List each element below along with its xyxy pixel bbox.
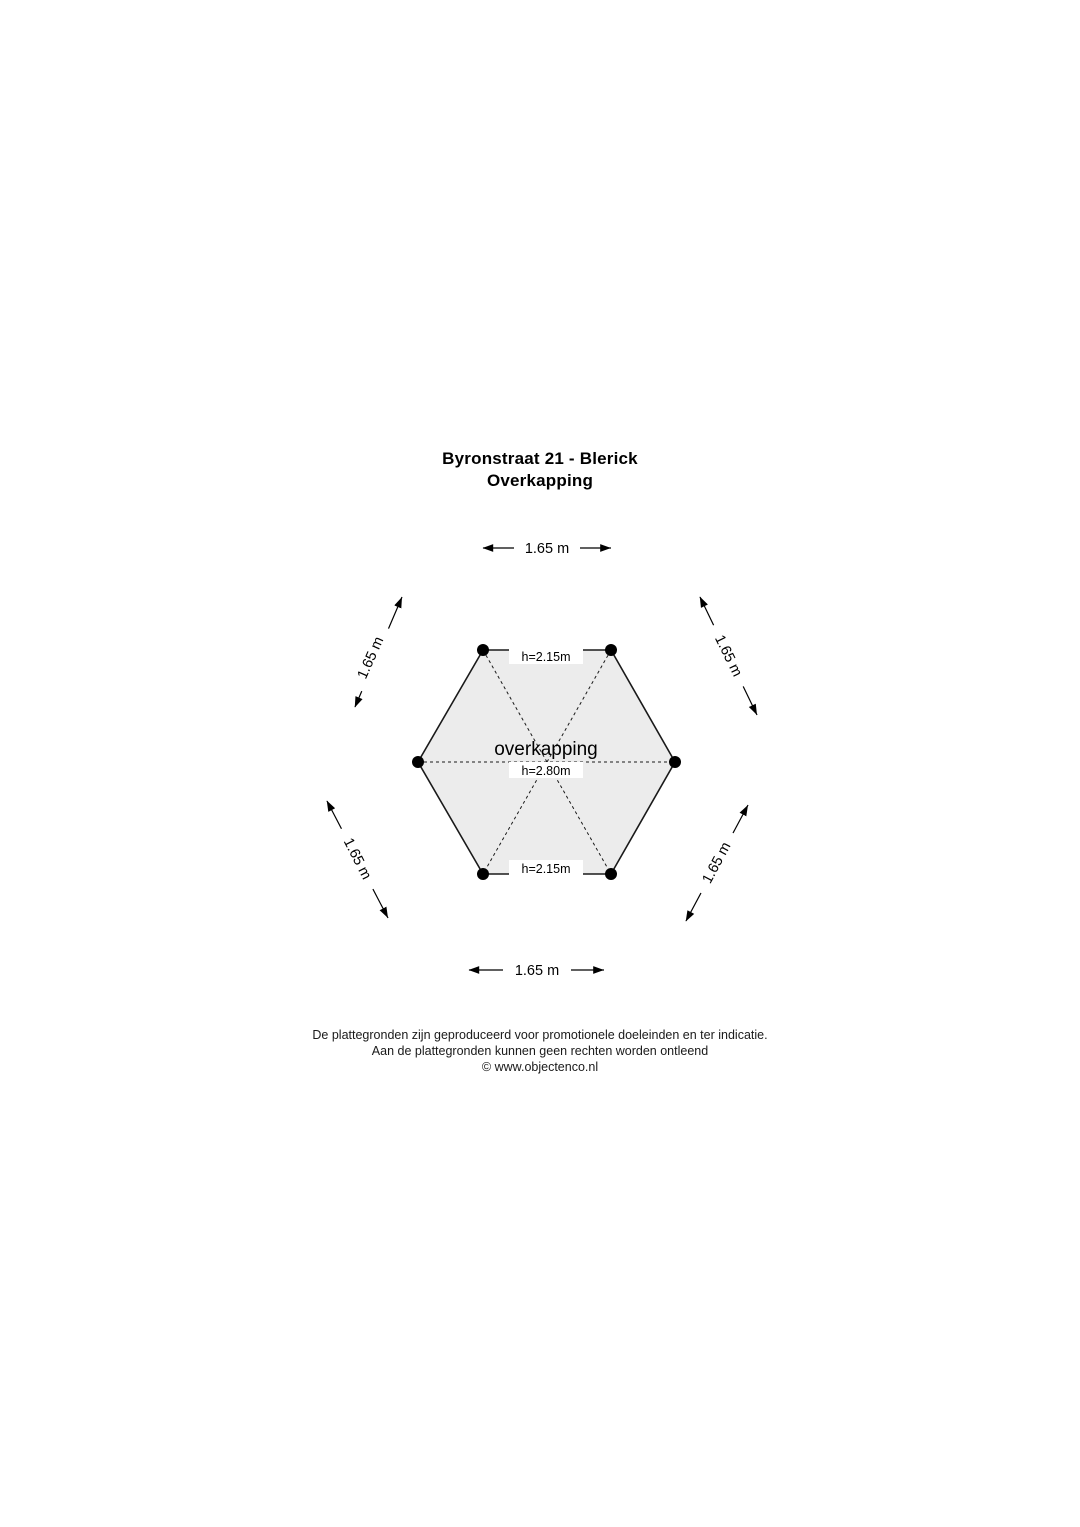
dimension-upper-left-label: 1.65 m: [354, 634, 388, 682]
dimension-lower-left-label: 1.65 m: [339, 835, 375, 883]
disclaimer-line-2: Aan de plattegronden kunnen geen rechten worden ontleend: [371, 1044, 709, 1058]
h-label-top: h=2.15m: [521, 650, 571, 664]
title-line-address: Byronstraat 21 - Blerick: [442, 449, 638, 468]
dimension-lower-left: [327, 801, 388, 918]
dimension-upper-right-label: 1.65 m: [711, 632, 745, 680]
disclaimer: [0, 1027, 1080, 1075]
dimension-upper-right: [700, 597, 757, 715]
dimension-lower-right: [686, 805, 748, 921]
copyright-line: © www.objectenco.nl: [481, 1060, 599, 1074]
title-line-subject: Overkapping: [486, 471, 594, 490]
h-label-bottom: h=2.15m: [521, 862, 571, 876]
dimension-top-label: 1.65 m: [524, 541, 570, 557]
dimension-top: [483, 538, 611, 558]
dimension-bottom: [469, 960, 604, 980]
disclaimer-line-1: De plattegronden zijn geproduceerd voor promotionele doeleinden en ter indicatie.: [312, 1028, 768, 1042]
dimension-lower-right-label: 1.65 m: [699, 839, 735, 887]
dimension-bottom-label: 1.65 m: [514, 963, 560, 979]
h-label-middle: h=2.80m: [521, 764, 571, 778]
dimension-upper-left: [347, 597, 402, 707]
room-label: overkapping: [494, 739, 598, 760]
